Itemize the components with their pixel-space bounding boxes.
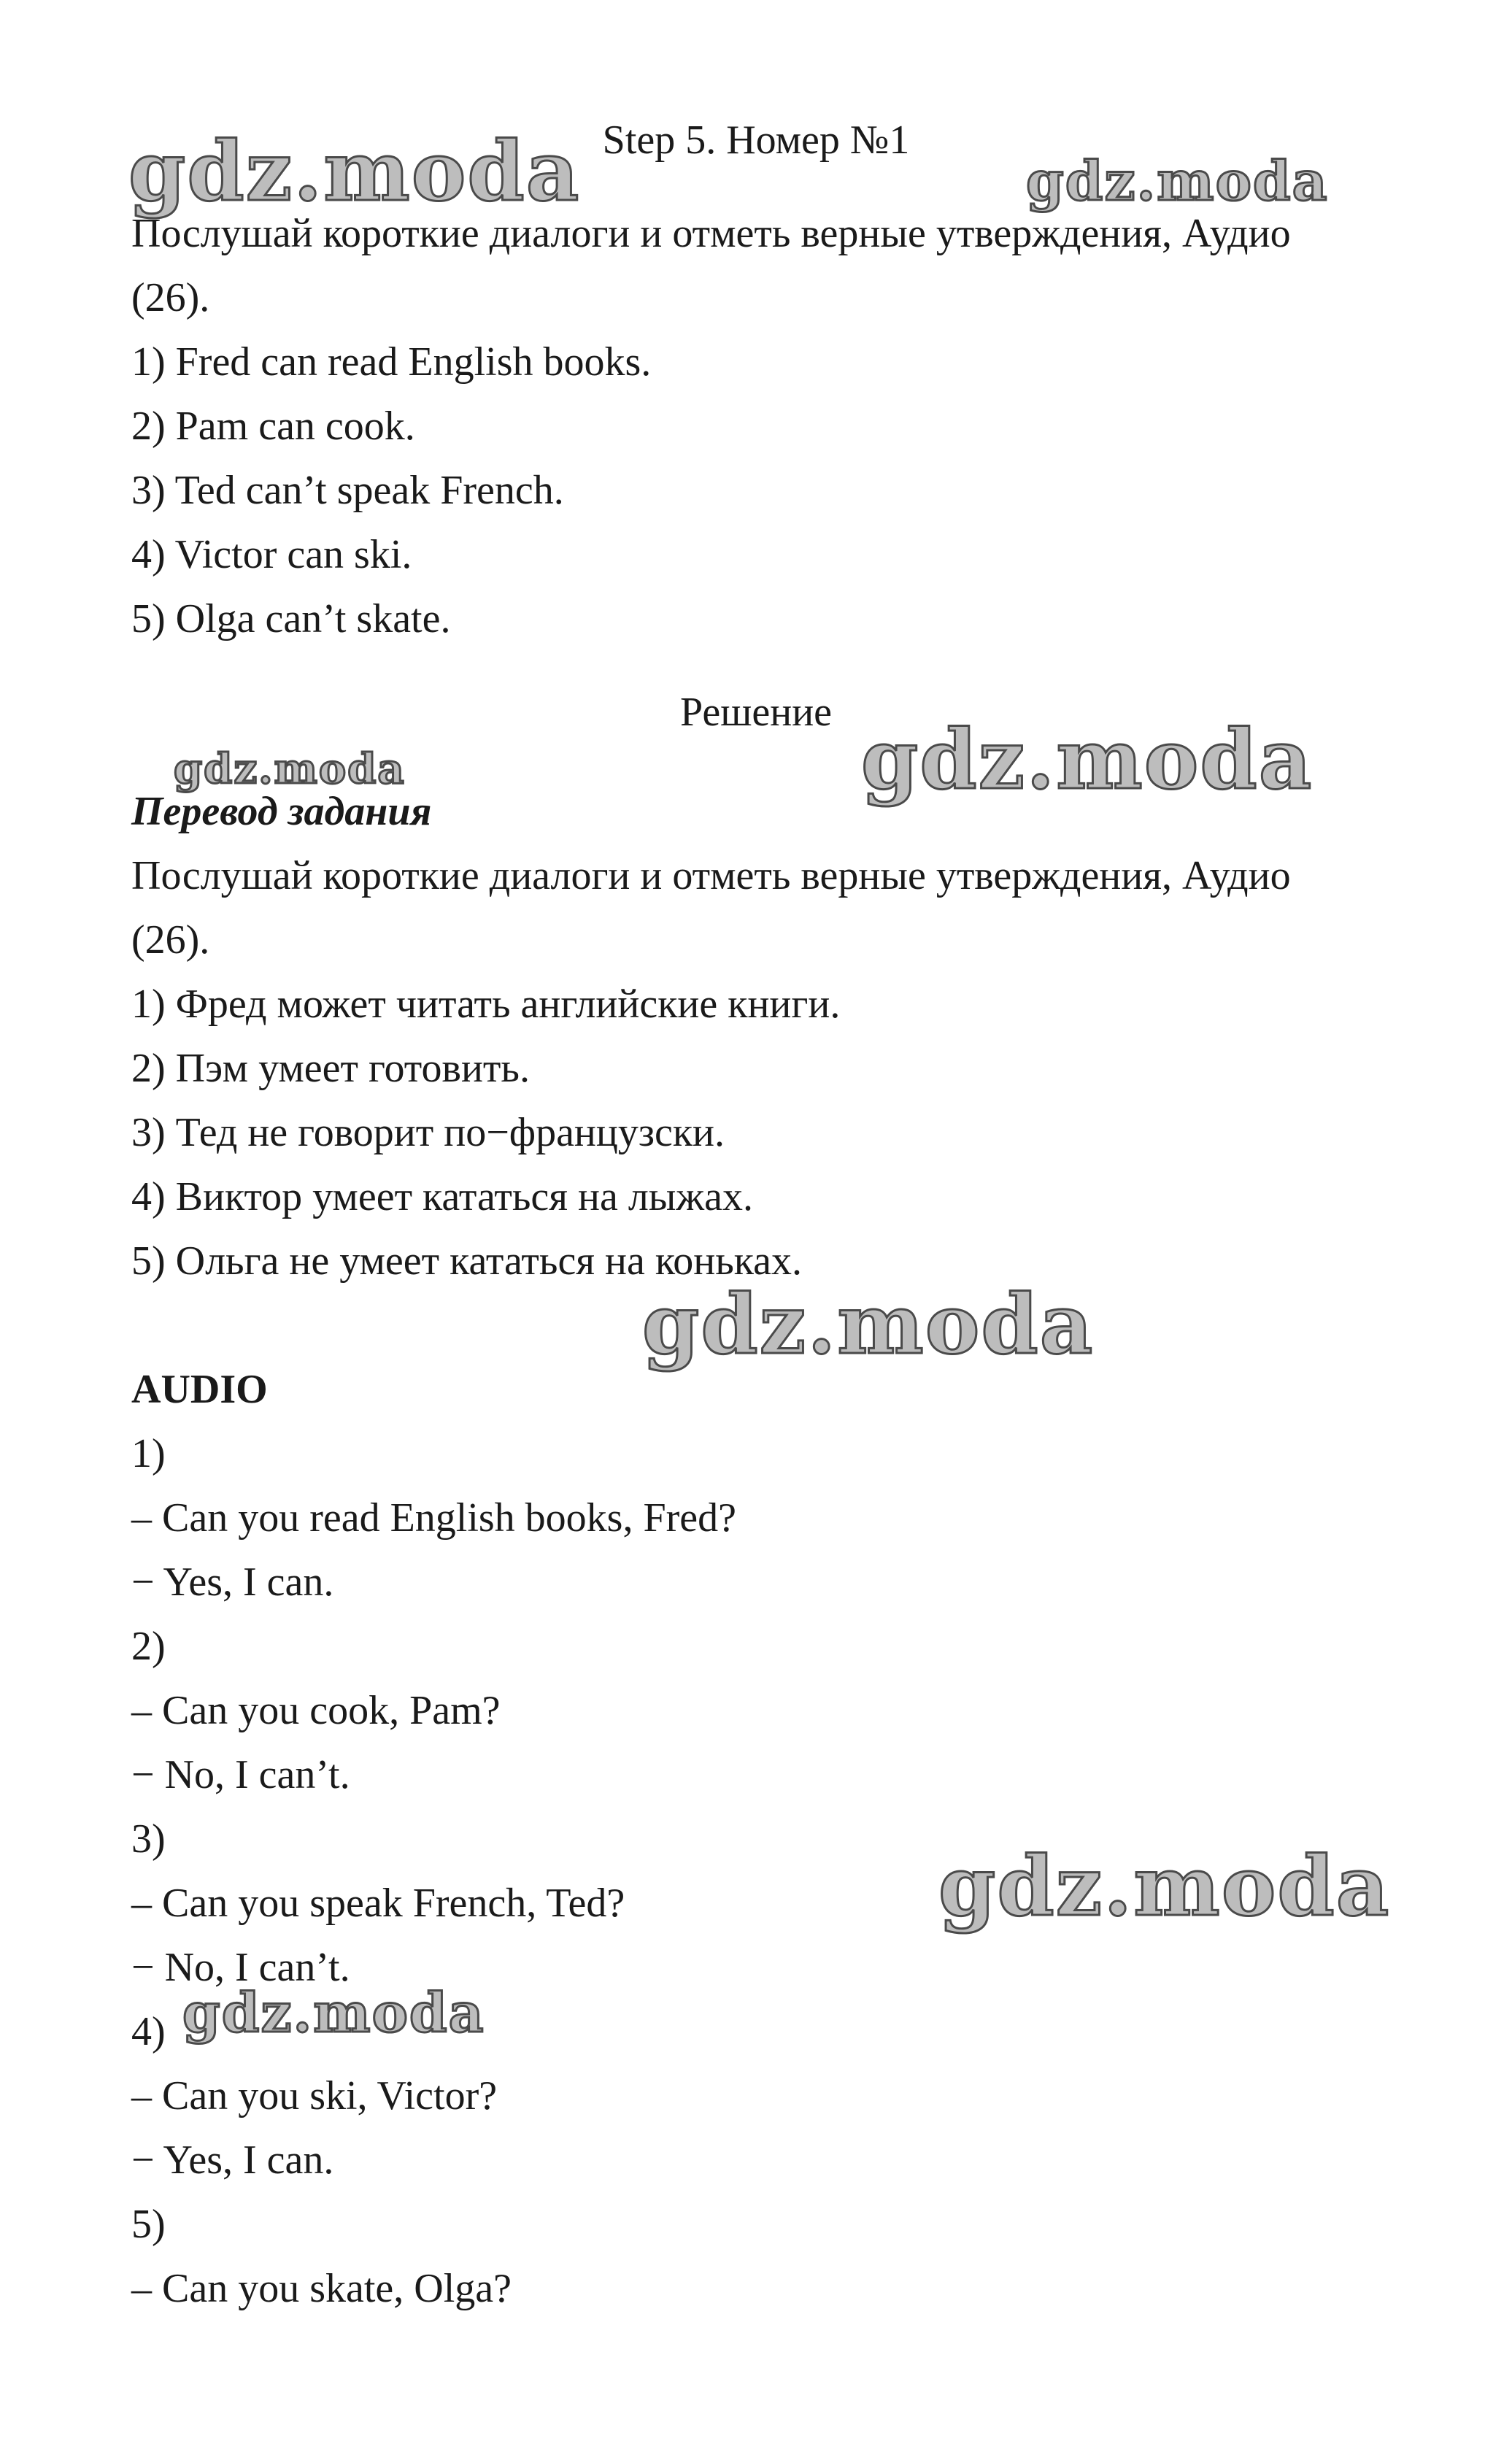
audio-line: – Can you read English books, Fred? [131,1495,736,1541]
task-item-3: 3) Ted can’t speak French. [131,468,564,513]
watermark-logo: gdz.moda [182,1982,485,2045]
audio-line: − Yes, I can. [131,1560,334,1605]
audio-line: – Can you ski, Victor? [131,2073,498,2118]
translation-item-1: 1) Фред может читать английские книги. [131,982,841,1027]
watermark-logo: gdz.moda [174,745,406,793]
task-text-line-1: Послушай короткие диалоги и отметь верные утверждения, Аудио [131,211,1291,256]
translation-text-line-2: (26). [131,917,210,963]
page-title: Step 5. Номер №1 [602,117,910,163]
audio-line: 2) [131,1624,166,1669]
task-text-line-2: (26). [131,275,210,320]
audio-line: 1) [131,1431,166,1476]
audio-line: 4) [131,2009,166,2054]
audio-line: – Can you speak French, Ted? [131,1881,625,1926]
audio-line: 3) [131,1816,166,1862]
translation-item-2: 2) Пэм умеет готовить. [131,1046,530,1091]
task-item-2: 2) Pam can cook. [131,404,415,449]
translation-item-4: 4) Виктор умеет кататься на лыжах. [131,1174,753,1219]
translation-item-3: 3) Тед не говорит по−французски. [131,1110,725,1155]
translation-heading: Перевод задания [131,789,432,834]
watermark-logo: gdz.moda [1026,150,1329,213]
task-item-5: 5) Olga can’t skate. [131,596,451,641]
audio-line: − Yes, I can. [131,2137,334,2183]
translation-item-5: 5) Ольга не умеет кататься на коньках. [131,1238,802,1284]
audio-line: − No, I can’t. [131,1752,350,1797]
audio-line: 5) [131,2202,166,2247]
audio-line: – Can you cook, Pam? [131,1688,501,1733]
audio-line: − No, I can’t. [131,1945,350,1990]
watermark-logo: gdz.moda [938,1839,1391,1935]
audio-line: – Can you skate, Olga? [131,2266,512,2311]
translation-text-line-1: Послушай короткие диалоги и отметь верные утверждения, Аудио [131,853,1291,898]
audio-heading: AUDIO [131,1367,268,1412]
watermark-logo: gdz.moda [642,1277,1095,1373]
task-item-4: 4) Victor can ski. [131,532,412,577]
watermark-logo: gdz.moda [861,712,1314,808]
solution-heading: Решение [679,690,833,735]
watermark-logo: gdz.moda [128,124,581,220]
task-item-1: 1) Fred can read English books. [131,339,652,385]
